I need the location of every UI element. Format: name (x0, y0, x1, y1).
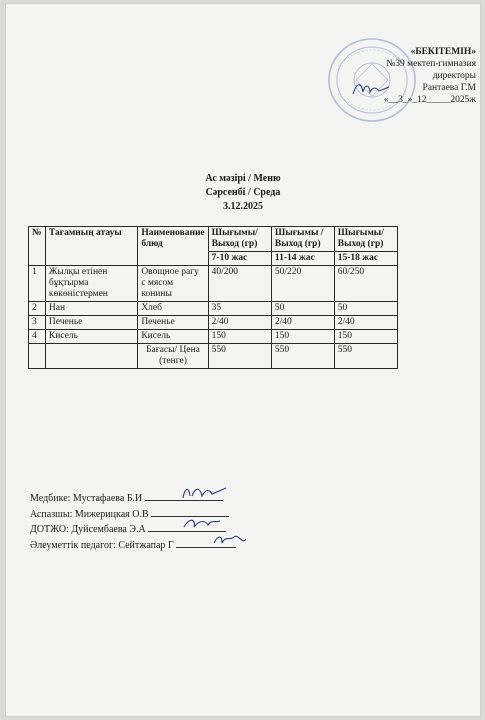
price-row (29, 344, 398, 369)
row-output-1: 35 (208, 302, 271, 316)
signature-role: Әлеуметтік педагог: Сейтжапар Г (30, 539, 174, 551)
row-output-2: 2/40 (271, 316, 334, 330)
director-signature (351, 78, 391, 100)
row-num: 1 (29, 266, 46, 302)
menu-date: 3.12.2025 (223, 201, 263, 212)
row-dish-ru: Печенье (138, 316, 208, 330)
row-output-1: 40/200 (208, 266, 271, 302)
row-num: 4 (29, 330, 46, 344)
row-dish-ru: Кисель (138, 330, 208, 344)
signature-row (30, 490, 236, 506)
row-dish-kz: Кисель (45, 330, 137, 344)
menu-table (28, 226, 398, 369)
table-header-row (29, 227, 398, 252)
table-row (29, 302, 398, 316)
approval-director: Рантаева Г.М (422, 83, 476, 93)
approval-title: «БЕКІТЕМІН» (410, 47, 476, 57)
approval-school: №39 мектеп-гимназия (386, 59, 476, 69)
age-group-1: 7-10 жас (208, 252, 271, 266)
age-group-2: 11-14 жас (271, 252, 334, 266)
row-output-3: 2/40 (334, 316, 397, 330)
header-dish-ru: Наименование блюд (138, 227, 208, 266)
signature-role: ДОТЖО: Дуйсембаева Э.А (30, 524, 146, 535)
row-output-2: 50 (271, 302, 334, 316)
row-output-3: 60/250 (334, 266, 397, 302)
row-dish-kz: Жылқы етінен бұқтырма көкөністермен (45, 266, 137, 302)
signature-role: Медбике: Мустафаева Б.И (30, 493, 143, 504)
table-row (29, 266, 398, 302)
price-value-2: 550 (271, 344, 334, 369)
price-value-1: 550 (208, 344, 271, 369)
row-dish-kz: Печенье (45, 316, 137, 330)
row-num: 3 (29, 316, 46, 330)
document-page (6, 4, 480, 716)
header-output-1: Шығымы/ Выход (гр) (208, 227, 271, 252)
approval-date: «__3_»_12_____2025ж (383, 95, 476, 105)
row-output-2: 150 (271, 330, 334, 344)
handwritten-signature (180, 484, 230, 504)
row-output-3: 50 (334, 302, 397, 316)
menu-day: Сәрсенбі / Среда (205, 187, 281, 198)
row-output-2: 50/220 (271, 266, 334, 302)
age-group-3: 15-18 жас (334, 252, 397, 266)
signature-row (30, 521, 236, 537)
handwritten-signature (210, 531, 260, 551)
row-dish-kz: Нан (45, 302, 137, 316)
header-output-2: Шығымы /Выход (гр) (271, 227, 334, 252)
signatures-block (30, 490, 236, 552)
header-num: № (29, 227, 46, 266)
price-value-3: 550 (334, 344, 397, 369)
row-output-3: 150 (334, 330, 397, 344)
row-num: 2 (29, 302, 46, 316)
table-row (29, 330, 398, 344)
menu-title: Ас мәзірі / Меню (205, 173, 281, 184)
row-dish-ru: Хлеб (138, 302, 208, 316)
signature-row (30, 537, 236, 553)
row-output-1: 2/40 (208, 316, 271, 330)
price-empty-1 (29, 344, 46, 369)
approval-position: директоры (432, 71, 476, 81)
table-row (29, 316, 398, 330)
signature-role: Аспазшы: Мижерицкая О.В (30, 508, 149, 520)
price-label: Бағасы/ Цена (тенге) (138, 344, 208, 369)
price-empty-2 (45, 344, 137, 369)
header-dish-kz: Тағамның атауы (45, 227, 137, 266)
menu-heading (6, 172, 480, 214)
row-dish-ru: Овощное рагу с мясом конины (138, 266, 208, 302)
row-output-1: 150 (208, 330, 271, 344)
header-output-3: Шығымы/ Выход (гр) (334, 227, 397, 252)
